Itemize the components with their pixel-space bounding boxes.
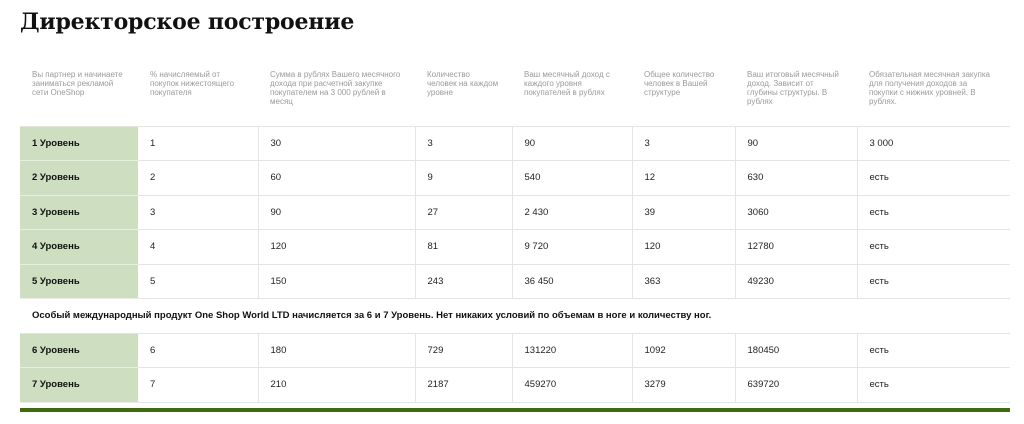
cell-level-income: 540 (512, 161, 632, 196)
cell-income-sum: 90 (258, 195, 415, 230)
cell-total-people: 1092 (632, 333, 735, 368)
income-table (20, 64, 1010, 403)
table-row (20, 333, 1010, 368)
cell-purchase: есть (857, 161, 1010, 196)
cell-purchase: есть (857, 230, 1010, 265)
table-row (20, 230, 1010, 265)
special-product-note: Особый международный продукт One Shop World LTD начисляется за 6 и 7 Уровень. Нет никаких условий по объемам в ноге и количеству ног. (20, 299, 1010, 334)
cell-total-people: 12 (632, 161, 735, 196)
cell-level-income: 2 430 (512, 195, 632, 230)
cell-income-sum: 150 (258, 264, 415, 299)
cell-percent: 3 (138, 195, 258, 230)
table-row (20, 161, 1010, 196)
cell-income-sum: 60 (258, 161, 415, 196)
bottom-accent-bar (20, 408, 1010, 412)
cell-percent: 6 (138, 333, 258, 368)
cell-people: 243 (415, 264, 512, 299)
page-title: Директорское построение (20, 9, 355, 35)
level-cell: 2 Уровень (20, 161, 138, 196)
cell-level-income: 36 450 (512, 264, 632, 299)
level-cell: 1 Уровень (20, 126, 138, 161)
cell-purchase: есть (857, 264, 1010, 299)
cell-total-income: 639720 (735, 368, 857, 403)
cell-income-sum: 210 (258, 368, 415, 403)
table-row (20, 126, 1010, 161)
cell-total-income: 49230 (735, 264, 857, 299)
header-mandatory-purchase: Обязательная месячная закупка для получения доходов за покупки с нижних уровней. В рублях. (869, 70, 990, 106)
level-cell: 4 Уровень (20, 230, 138, 265)
header-total-people: Общее количество человек в Вашей структуре (644, 70, 715, 97)
cell-purchase: 3 000 (857, 126, 1010, 161)
level-cell: 7 Уровень (20, 368, 138, 403)
header-percent: % начисляемый от покупок нижестоящего покупателя (150, 70, 235, 97)
cell-purchase: есть (857, 333, 1010, 368)
cell-total-income: 12780 (735, 230, 857, 265)
cell-total-income: 90 (735, 126, 857, 161)
level-cell: 3 Уровень (20, 195, 138, 230)
header-level-income: Ваш месячный доход с каждого уровня покупателей в рублях (524, 70, 610, 97)
cell-purchase: есть (857, 195, 1010, 230)
cell-total-income: 180450 (735, 333, 857, 368)
cell-income-sum: 120 (258, 230, 415, 265)
cell-percent: 4 (138, 230, 258, 265)
cell-total-people: 363 (632, 264, 735, 299)
cell-total-people: 120 (632, 230, 735, 265)
header-total-income: Ваш итоговый месячный доход. Зависит от глубины структуры. В рублях (747, 70, 839, 106)
cell-level-income: 9 720 (512, 230, 632, 265)
table-header-row (20, 64, 1010, 126)
cell-total-people: 3 (632, 126, 735, 161)
cell-level-income: 459270 (512, 368, 632, 403)
cell-people: 81 (415, 230, 512, 265)
level-cell: 5 Уровень (20, 264, 138, 299)
cell-percent: 1 (138, 126, 258, 161)
header-partner: Вы партнер и начинаете заниматься рекламой сети OneShop (32, 70, 123, 97)
cell-people: 2187 (415, 368, 512, 403)
cell-income-sum: 30 (258, 126, 415, 161)
table-row (20, 264, 1010, 299)
header-income-sum: Сумма в рублях Вашего месячного дохода при расчетной закупке покупателем на 3 000 рублей в месяц (270, 70, 401, 106)
cell-people: 729 (415, 333, 512, 368)
cell-total-income: 3060 (735, 195, 857, 230)
cell-total-people: 3279 (632, 368, 735, 403)
cell-people: 9 (415, 161, 512, 196)
cell-income-sum: 180 (258, 333, 415, 368)
cell-total-income: 630 (735, 161, 857, 196)
cell-percent: 7 (138, 368, 258, 403)
cell-percent: 2 (138, 161, 258, 196)
cell-total-people: 39 (632, 195, 735, 230)
cell-purchase: есть (857, 368, 1010, 403)
table-row (20, 368, 1010, 403)
cell-percent: 5 (138, 264, 258, 299)
cell-level-income: 90 (512, 126, 632, 161)
cell-people: 3 (415, 126, 512, 161)
note-row (20, 299, 1010, 334)
cell-people: 27 (415, 195, 512, 230)
cell-level-income: 131220 (512, 333, 632, 368)
level-cell: 6 Уровень (20, 333, 138, 368)
header-people-per-level: Количество человек на каждом уровне (427, 70, 499, 97)
table-row (20, 195, 1010, 230)
